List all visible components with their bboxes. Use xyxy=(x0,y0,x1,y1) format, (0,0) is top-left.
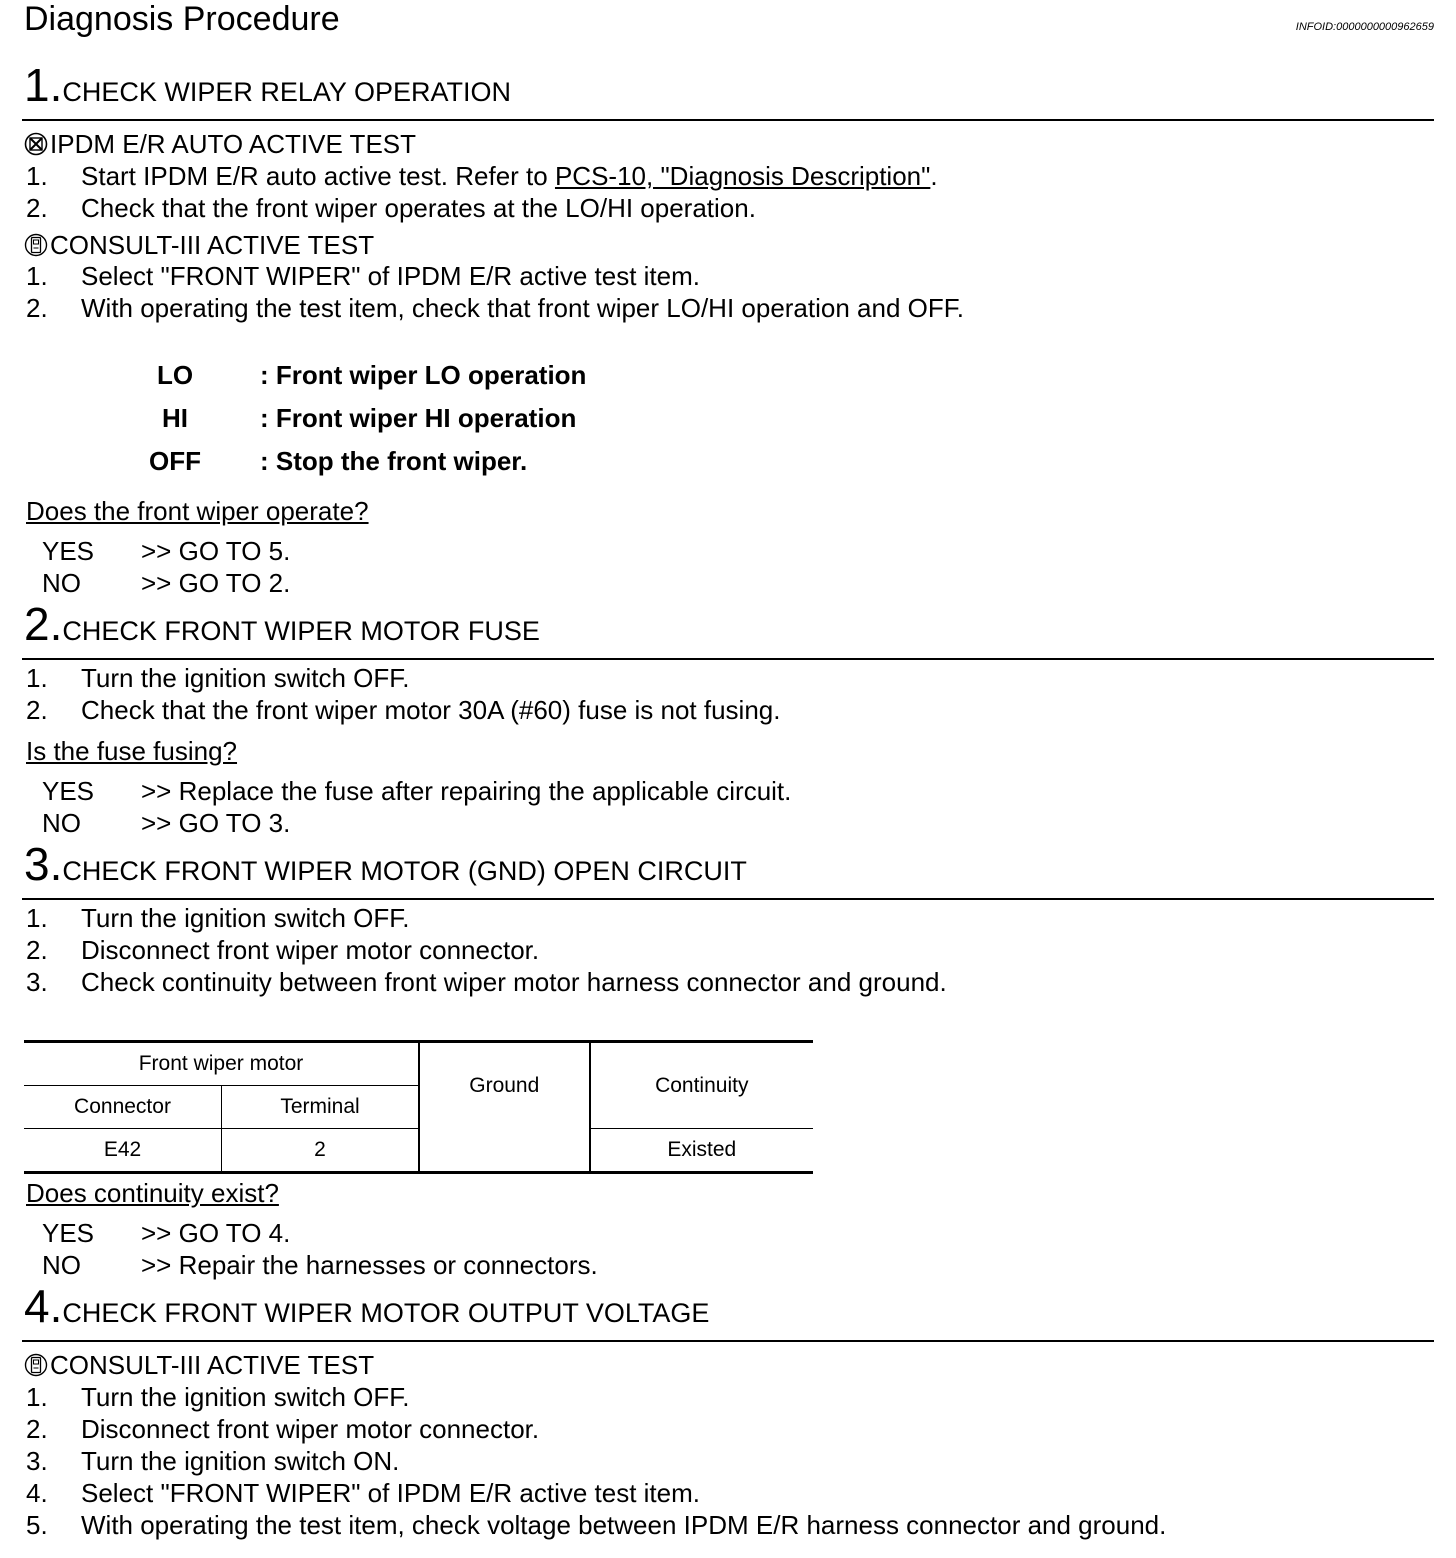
step-divider xyxy=(22,119,1434,121)
list-item: Select "FRONT WIPER" of IPDM E/R active test item. xyxy=(81,261,700,291)
question: Does the front wiper operate? xyxy=(26,496,369,526)
list-number: 2. xyxy=(26,695,48,725)
list-number: 1. xyxy=(26,903,48,933)
page-title: Diagnosis Procedure xyxy=(24,0,340,38)
step-divider xyxy=(22,658,1434,660)
consult-iii-icon xyxy=(24,1353,48,1377)
answer-key: NO xyxy=(42,568,81,598)
table-header-terminal: Terminal xyxy=(222,1086,420,1129)
answer-action: >> Replace the fuse after repairing the applicable circuit. xyxy=(141,776,792,806)
step-title: CHECK FRONT WIPER MOTOR (GND) OPEN CIRCUIT xyxy=(62,856,747,886)
step-divider xyxy=(22,898,1434,900)
item-text: . xyxy=(930,161,938,191)
subheading-label: CONSULT-III ACTIVE TEST xyxy=(50,1350,375,1380)
consult-test-heading xyxy=(24,1349,374,1381)
spec-key: LO xyxy=(156,360,194,390)
list-number: 5. xyxy=(26,1510,48,1540)
table-header-connector: Connector xyxy=(24,1086,222,1129)
consult-iii-icon xyxy=(24,233,48,257)
list-item: Disconnect front wiper motor connector. xyxy=(81,1414,540,1444)
answer-action: >> GO TO 2. xyxy=(141,568,291,598)
list-item: Check continuity between front wiper motor harness connector and ground. xyxy=(81,967,947,997)
subheading-label: CONSULT-III ACTIVE TEST xyxy=(50,230,375,260)
list-item: Turn the ignition switch OFF. xyxy=(81,1382,410,1412)
list-number: 1. xyxy=(26,161,48,191)
step-number: 1. xyxy=(24,59,63,111)
spec-key: HI xyxy=(162,403,188,433)
list-number: 1. xyxy=(26,1382,48,1412)
spec-value: : Front wiper LO operation xyxy=(260,360,587,390)
list-number: 2. xyxy=(26,193,48,223)
list-item: Check that the front wiper motor 30A (#60) fuse is not fusing. xyxy=(81,695,781,725)
table-cell-connector: E42 xyxy=(24,1129,222,1173)
list-item xyxy=(81,160,938,192)
list-item: Turn the ignition switch ON. xyxy=(81,1446,400,1476)
answer-key: NO xyxy=(42,808,81,838)
answer-key: YES xyxy=(42,536,95,566)
step-2-header xyxy=(24,598,540,650)
step-number: 2. xyxy=(24,598,63,650)
list-number: 2. xyxy=(26,1414,48,1444)
list-number: 2. xyxy=(26,293,48,323)
list-number: 1. xyxy=(26,261,48,291)
item-text: Start IPDM E/R auto active test. Refer to xyxy=(81,161,555,191)
spec-value: : Stop the front wiper. xyxy=(260,446,528,476)
table-cell-ground xyxy=(419,1129,590,1173)
spec-key: OFF xyxy=(149,446,201,476)
table-cell-continuity: Existed xyxy=(590,1129,813,1173)
table-header-ground: Ground xyxy=(419,1042,590,1129)
ipdm-auto-test-heading xyxy=(24,128,416,160)
step-title: CHECK FRONT WIPER MOTOR FUSE xyxy=(62,616,540,646)
subheading-label: IPDM E/R AUTO ACTIVE TEST xyxy=(50,129,417,159)
list-item: Turn the ignition switch OFF. xyxy=(81,663,410,693)
continuity-table xyxy=(24,1040,813,1174)
step-title: CHECK FRONT WIPER MOTOR OUTPUT VOLTAGE xyxy=(62,1298,710,1328)
question: Is the fuse fusing? xyxy=(26,736,238,766)
answer-key: YES xyxy=(42,776,95,806)
table-cell-terminal: 2 xyxy=(222,1129,420,1173)
list-item: Check that the front wiper operates at the LO/HI operation. xyxy=(81,193,756,223)
list-item: Disconnect front wiper motor connector. xyxy=(81,935,540,965)
spec-value: : Front wiper HI operation xyxy=(260,403,577,433)
step-divider xyxy=(22,1340,1434,1342)
pcs-10-reference-link[interactable]: PCS-10, "Diagnosis Description" xyxy=(554,161,931,191)
list-number: 1. xyxy=(26,663,48,693)
consult-test-heading xyxy=(24,229,374,261)
answer-action: >> GO TO 4. xyxy=(141,1218,291,1248)
list-number: 3. xyxy=(26,1446,48,1476)
step-number: 3. xyxy=(24,838,63,890)
step-title: CHECK WIPER RELAY OPERATION xyxy=(62,77,511,107)
step-number: 4. xyxy=(24,1280,63,1332)
answer-action: >> Repair the harnesses or connectors. xyxy=(141,1250,598,1280)
step-3-header xyxy=(24,838,747,890)
list-item: With operating the test item, check that front wiper LO/HI operation and OFF. xyxy=(81,293,964,323)
list-number: 3. xyxy=(26,967,48,997)
table-header-group: Front wiper motor xyxy=(24,1042,419,1086)
answer-key: NO xyxy=(42,1250,81,1280)
answer-action: >> GO TO 3. xyxy=(141,808,291,838)
list-item: Select "FRONT WIPER" of IPDM E/R active test item. xyxy=(81,1478,700,1508)
table-header-continuity: Continuity xyxy=(590,1042,813,1129)
step-4-header xyxy=(24,1280,710,1332)
question: Does continuity exist? xyxy=(26,1178,279,1208)
answer-action: >> GO TO 5. xyxy=(141,536,291,566)
ipdm-auto-test-icon xyxy=(24,132,48,156)
list-item: Turn the ignition switch OFF. xyxy=(81,903,410,933)
answer-key: YES xyxy=(42,1218,95,1248)
list-number: 2. xyxy=(26,935,48,965)
list-number: 4. xyxy=(26,1478,48,1508)
step-1-header xyxy=(24,59,511,111)
info-id: INFOID:0000000000962659 xyxy=(1295,21,1434,33)
list-item: With operating the test item, check voltage between IPDM E/R harness connector and ground. xyxy=(81,1510,1167,1540)
